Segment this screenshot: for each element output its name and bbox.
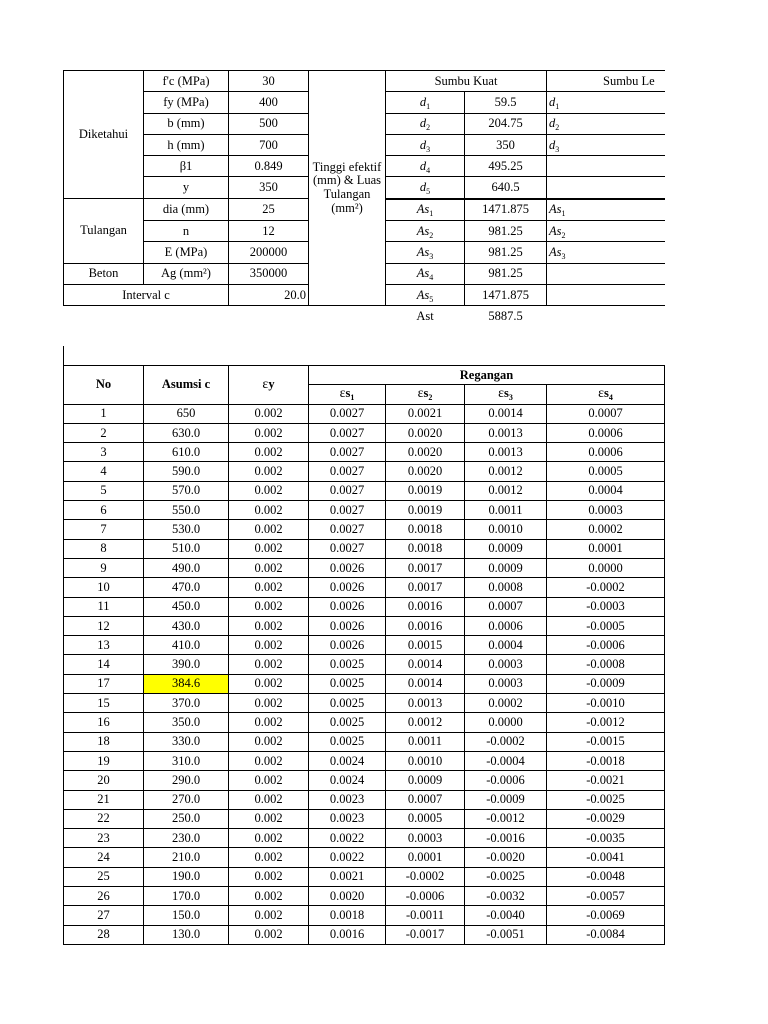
table-row [64,771,665,790]
cell-es1: 0.0022 [309,829,386,848]
param-name: h (mm) [144,134,229,155]
cell-es2: 0.0020 [386,443,465,462]
cell-es4: 0.0001 [547,539,665,558]
cell-no: 13 [64,636,144,655]
cell-no: 23 [64,829,144,848]
cell-es4: -0.0008 [547,655,665,674]
as-value: 1471.875 [465,284,547,305]
cell-es3: -0.0020 [465,848,547,867]
cell-es3: 0.0007 [465,597,547,616]
table-row [64,829,665,848]
header-epsilon-y: εy [229,366,309,405]
cell-asumsi-c: 350.0 [144,713,229,732]
cell-es3: -0.0040 [465,906,547,925]
cell-es1: 0.0027 [309,423,386,442]
cell-es4: -0.0021 [547,771,665,790]
param-name: Ag (mm²) [144,263,229,284]
cell-epsilon-y: 0.002 [229,636,309,655]
cell-epsilon-y: 0.002 [229,539,309,558]
cell-es4: 0.0007 [547,404,665,423]
param-name: b (mm) [144,113,229,134]
table-row [64,809,665,828]
cell-es3: 0.0014 [465,404,547,423]
cell-es2: 0.0019 [386,501,465,520]
param-value: 200000 [229,242,309,263]
d-label: $d_2$ [386,113,465,134]
cell-asumsi-c: 270.0 [144,790,229,809]
cell-epsilon-y: 0.002 [229,462,309,481]
cell-epsilon-y: 0.002 [229,558,309,577]
cell-es1: 0.0026 [309,597,386,616]
cell-asumsi-c: 230.0 [144,829,229,848]
cell-asumsi-c: 190.0 [144,867,229,886]
blank-cell [547,156,665,177]
cell-epsilon-y: 0.002 [229,906,309,925]
d-value: 204.75 [465,113,547,134]
cell-no: 4 [64,462,144,481]
cell-epsilon-y: 0.002 [229,597,309,616]
cell-es4: -0.0015 [547,732,665,751]
cell-es1: 0.0025 [309,732,386,751]
blank-cell [547,177,665,199]
cell-no: 2 [64,423,144,442]
cell-es1: 0.0025 [309,674,386,693]
d-value: 640.5 [465,177,547,199]
d-label: $d_4$ [386,156,465,177]
cell-epsilon-y: 0.002 [229,790,309,809]
blank-cell [547,306,665,327]
lemah-d-label: $d_2$ [547,113,665,134]
cell-epsilon-y: 0.002 [229,520,309,539]
cell-no: 19 [64,751,144,770]
header-epsilon-s4: $\varepsilon s_4$ [547,385,665,404]
cell-epsilon-y: 0.002 [229,829,309,848]
cell-es1: 0.0016 [309,925,386,944]
cell-es4: -0.0069 [547,906,665,925]
cell-es2: 0.0020 [386,462,465,481]
cell-es4: -0.0002 [547,578,665,597]
cell-es1: 0.0026 [309,578,386,597]
cell-es1: 0.0018 [309,906,386,925]
beton-label: Beton [64,263,144,284]
cell-no: 5 [64,481,144,500]
cell-es4: 0.0003 [547,501,665,520]
cell-no: 24 [64,848,144,867]
d-value: 59.5 [465,92,547,113]
blank-cell [309,306,386,327]
cell-epsilon-y: 0.002 [229,809,309,828]
sumbu-kuat-header: Sumbu Kuat [386,71,547,92]
cell-asumsi-c: 170.0 [144,887,229,906]
cell-asumsi-c: 210.0 [144,848,229,867]
cell-epsilon-y: 0.002 [229,578,309,597]
cell-es3: -0.0051 [465,925,547,944]
cell-es4: -0.0048 [547,867,665,886]
cell-asumsi-c: 510.0 [144,539,229,558]
cell-no: 9 [64,558,144,577]
ast-label: Ast [416,308,434,323]
cell-no: 7 [64,520,144,539]
cell-asumsi-c: 290.0 [144,771,229,790]
cell-es1: 0.0023 [309,790,386,809]
param-name: β1 [144,156,229,177]
blank-cell [64,306,309,327]
param-value: 12 [229,221,309,242]
cell-no: 18 [64,732,144,751]
header-asumsi-c: Asumsi c [144,366,229,405]
table-row [64,520,665,539]
table-row [64,732,665,751]
cell-es1: 0.0023 [309,809,386,828]
table-row [64,501,665,520]
cell-epsilon-y: 0.002 [229,848,309,867]
table-row [64,481,665,500]
cell-es3: -0.0025 [465,867,547,886]
cell-es3: 0.0012 [465,462,547,481]
param-name: dia (mm) [144,199,229,221]
cell-es1: 0.0024 [309,771,386,790]
cell-no: 16 [64,713,144,732]
sumbu-lemah-header: Sumbu Le [547,71,665,92]
cell-epsilon-y: 0.002 [229,732,309,751]
cell-epsilon-y: 0.002 [229,655,309,674]
param-name: fy (MPa) [144,92,229,113]
cell-es1: 0.0024 [309,751,386,770]
param-value: 700 [229,134,309,155]
param-name: n [144,221,229,242]
cell-es4: 0.0002 [547,520,665,539]
cell-epsilon-y: 0.002 [229,771,309,790]
header-epsilon-s2: $\varepsilon s_2$ [386,385,465,404]
cell-es4: -0.0010 [547,694,665,713]
cell-es1: 0.0027 [309,443,386,462]
cell-epsilon-y: 0.002 [229,925,309,944]
cell-es4: -0.0084 [547,925,665,944]
lemah-as-label: $As_3$ [547,242,665,263]
cell-es3: -0.0002 [465,732,547,751]
cell-asumsi-c: 530.0 [144,520,229,539]
cell-es2: 0.0016 [386,616,465,635]
as-label: $As_1$ [386,199,465,221]
cell-es1: 0.0021 [309,867,386,886]
cell-es3: -0.0012 [465,809,547,828]
cell-epsilon-y: 0.002 [229,674,309,693]
cell-es3: 0.0004 [465,636,547,655]
table-row [64,558,665,577]
d-label: $d_1$ [386,92,465,113]
cell-no: 17 [64,674,144,693]
diketahui-label: Diketahui [64,71,144,199]
cell-epsilon-y: 0.002 [229,616,309,635]
cell-es2: 0.0016 [386,597,465,616]
as-value: 1471.875 [465,199,547,221]
interval-label: Interval c [64,284,229,305]
cell-es3: 0.0002 [465,694,547,713]
as-value: 981.25 [465,221,547,242]
cell-es3: -0.0006 [465,771,547,790]
table-row [64,462,665,481]
cell-es3: 0.0003 [465,655,547,674]
cell-es2: -0.0011 [386,906,465,925]
cell-es3: 0.0006 [465,616,547,635]
cell-no: 15 [64,694,144,713]
lemah-d-label: $d_3$ [547,134,665,155]
table-row [64,539,665,558]
tinggi-efektif-label: Tinggi efektif (mm) & Luas Tulangan (mm²) [309,71,386,306]
cell-es2: 0.0005 [386,809,465,828]
cell-es3: -0.0016 [465,829,547,848]
cell-es2: 0.0013 [386,694,465,713]
table-row [64,636,665,655]
cell-es4: 0.0000 [547,558,665,577]
cell-epsilon-y: 0.002 [229,713,309,732]
table-row [64,655,665,674]
cell-es2: 0.0011 [386,732,465,751]
cell-es1: 0.0025 [309,694,386,713]
cell-es2: 0.0018 [386,539,465,558]
cell-no: 8 [64,539,144,558]
header-epsilon-s1: $\varepsilon s_1$ [309,385,386,404]
cell-es3: -0.0032 [465,887,547,906]
cell-asumsi-c: 390.0 [144,655,229,674]
cell-epsilon-y: 0.002 [229,867,309,886]
table-row [64,597,665,616]
cell-no: 14 [64,655,144,674]
table-row [64,848,665,867]
cell-no: 25 [64,867,144,886]
cell-asumsi-c: 370.0 [144,694,229,713]
cell-epsilon-y: 0.002 [229,751,309,770]
cell-es4: -0.0012 [547,713,665,732]
cell-asumsi-c: 130.0 [144,925,229,944]
as-label: $As_2$ [386,221,465,242]
cell-es4: -0.0035 [547,829,665,848]
cell-asumsi-c: 384.6 [144,674,229,693]
cell-es1: 0.0026 [309,558,386,577]
cell-es3: 0.0000 [465,713,547,732]
d-value: 350 [465,134,547,155]
cell-es2: 0.0018 [386,520,465,539]
cell-es4: -0.0057 [547,887,665,906]
cell-es2: -0.0002 [386,867,465,886]
lemah-d-label: $d_1$ [547,92,665,113]
table-row [64,790,665,809]
table-row [64,867,665,886]
d-value: 495.25 [465,156,547,177]
cell-es4: 0.0005 [547,462,665,481]
cell-no: 26 [64,887,144,906]
d-label: $d_3$ [386,134,465,155]
cell-es4: -0.0006 [547,636,665,655]
cell-es3: 0.0008 [465,578,547,597]
cell-es2: 0.0020 [386,423,465,442]
interval-value: 20.0 [229,284,309,305]
cell-asumsi-c: 590.0 [144,462,229,481]
cell-asumsi-c: 450.0 [144,597,229,616]
table-row [64,887,665,906]
cell-es3: -0.0004 [465,751,547,770]
cell-es1: 0.0027 [309,501,386,520]
cell-no: 22 [64,809,144,828]
strain-table [63,365,665,945]
cell-es2: 0.0014 [386,674,465,693]
cell-es3: 0.0009 [465,539,547,558]
cell-es2: 0.0019 [386,481,465,500]
cell-no: 3 [64,443,144,462]
cell-asumsi-c: 330.0 [144,732,229,751]
cell-es4: -0.0009 [547,674,665,693]
table-row [64,906,665,925]
param-name: y [144,177,229,199]
table-row [64,925,665,944]
cell-es1: 0.0027 [309,404,386,423]
cell-no: 6 [64,501,144,520]
cell-no: 12 [64,616,144,635]
header-epsilon-s3: $\varepsilon s_3$ [465,385,547,404]
cell-es4: -0.0029 [547,809,665,828]
cell-epsilon-y: 0.002 [229,694,309,713]
cell-epsilon-y: 0.002 [229,481,309,500]
as-label: $As_4$ [386,263,465,284]
cell-es2: 0.0017 [386,558,465,577]
cell-asumsi-c: 410.0 [144,636,229,655]
table-row [64,423,665,442]
d-label: $d_5$ [386,177,465,199]
cell-es1: 0.0027 [309,462,386,481]
header-no: No [64,366,144,405]
cell-no: 28 [64,925,144,944]
param-value: 0.849 [229,156,309,177]
cell-asumsi-c: 570.0 [144,481,229,500]
cell-es3: 0.0013 [465,423,547,442]
cell-epsilon-y: 0.002 [229,501,309,520]
cell-asumsi-c: 550.0 [144,501,229,520]
cell-es2: 0.0012 [386,713,465,732]
cell-asumsi-c: 630.0 [144,423,229,442]
cell-es4: -0.0018 [547,751,665,770]
cell-es1: 0.0027 [309,539,386,558]
cell-es2: 0.0014 [386,655,465,674]
cell-epsilon-y: 0.002 [229,887,309,906]
cell-es2: 0.0009 [386,771,465,790]
as-value: 981.25 [465,263,547,284]
tulangan-label: Tulangan [64,199,144,263]
as-label: $As_5$ [386,284,465,305]
ast-value: 5887.5 [488,308,523,323]
cell-es2: 0.0001 [386,848,465,867]
cell-epsilon-y: 0.002 [229,423,309,442]
cell-es3: 0.0012 [465,481,547,500]
cell-es2: 0.0021 [386,404,465,423]
cell-asumsi-c: 470.0 [144,578,229,597]
cell-epsilon-y: 0.002 [229,404,309,423]
cell-no: 1 [64,404,144,423]
cell-es2: 0.0007 [386,790,465,809]
cell-es3: 0.0003 [465,674,547,693]
param-value: 400 [229,92,309,113]
cell-es1: 0.0026 [309,616,386,635]
cell-es4: 0.0004 [547,481,665,500]
input-parameters-table [63,70,665,327]
table-row [64,694,665,713]
cell-es3: 0.0011 [465,501,547,520]
left-border-line [63,346,64,366]
cell-epsilon-y: 0.002 [229,443,309,462]
cell-es4: 0.0006 [547,423,665,442]
cell-es1: 0.0027 [309,481,386,500]
param-name: f'c (MPa) [144,71,229,92]
cell-asumsi-c: 490.0 [144,558,229,577]
table-row [64,443,665,462]
cell-es2: 0.0003 [386,829,465,848]
header-regangan: Regangan [309,366,665,385]
cell-es4: -0.0005 [547,616,665,635]
cell-es4: -0.0003 [547,597,665,616]
lemah-as-label: $As_1$ [547,199,665,221]
cell-es2: -0.0006 [386,887,465,906]
lemah-as-label: $As_2$ [547,221,665,242]
cell-es1: 0.0025 [309,655,386,674]
cell-no: 21 [64,790,144,809]
as-value: 981.25 [465,242,547,263]
param-value: 500 [229,113,309,134]
cell-asumsi-c: 430.0 [144,616,229,635]
cell-no: 20 [64,771,144,790]
cell-es3: 0.0010 [465,520,547,539]
cell-es1: 0.0027 [309,520,386,539]
cell-no: 27 [64,906,144,925]
param-name: E (MPa) [144,242,229,263]
cell-es4: -0.0025 [547,790,665,809]
table-row [64,616,665,635]
table-row [64,751,665,770]
blank-cell [547,263,665,284]
blank-cell [547,284,665,305]
cell-es3: -0.0009 [465,790,547,809]
cell-asumsi-c: 650 [144,404,229,423]
cell-es4: -0.0041 [547,848,665,867]
param-value: 350 [229,177,309,199]
cell-es2: 0.0017 [386,578,465,597]
cell-asumsi-c: 310.0 [144,751,229,770]
cell-es2: -0.0017 [386,925,465,944]
cell-asumsi-c: 610.0 [144,443,229,462]
cell-es1: 0.0022 [309,848,386,867]
cell-es4: 0.0006 [547,443,665,462]
param-value: 350000 [229,263,309,284]
cell-es1: 0.0025 [309,713,386,732]
cell-es2: 0.0010 [386,751,465,770]
table-row [64,713,665,732]
cell-es2: 0.0015 [386,636,465,655]
table-row [64,674,665,693]
cell-es3: 0.0009 [465,558,547,577]
cell-es1: 0.0026 [309,636,386,655]
cell-es3: 0.0013 [465,443,547,462]
cell-asumsi-c: 150.0 [144,906,229,925]
table-row [64,578,665,597]
cell-es1: 0.0020 [309,887,386,906]
cell-no: 11 [64,597,144,616]
cell-asumsi-c: 250.0 [144,809,229,828]
param-value: 25 [229,199,309,221]
table-row [64,404,665,423]
as-label: $As_3$ [386,242,465,263]
cell-no: 10 [64,578,144,597]
param-value: 30 [229,71,309,92]
